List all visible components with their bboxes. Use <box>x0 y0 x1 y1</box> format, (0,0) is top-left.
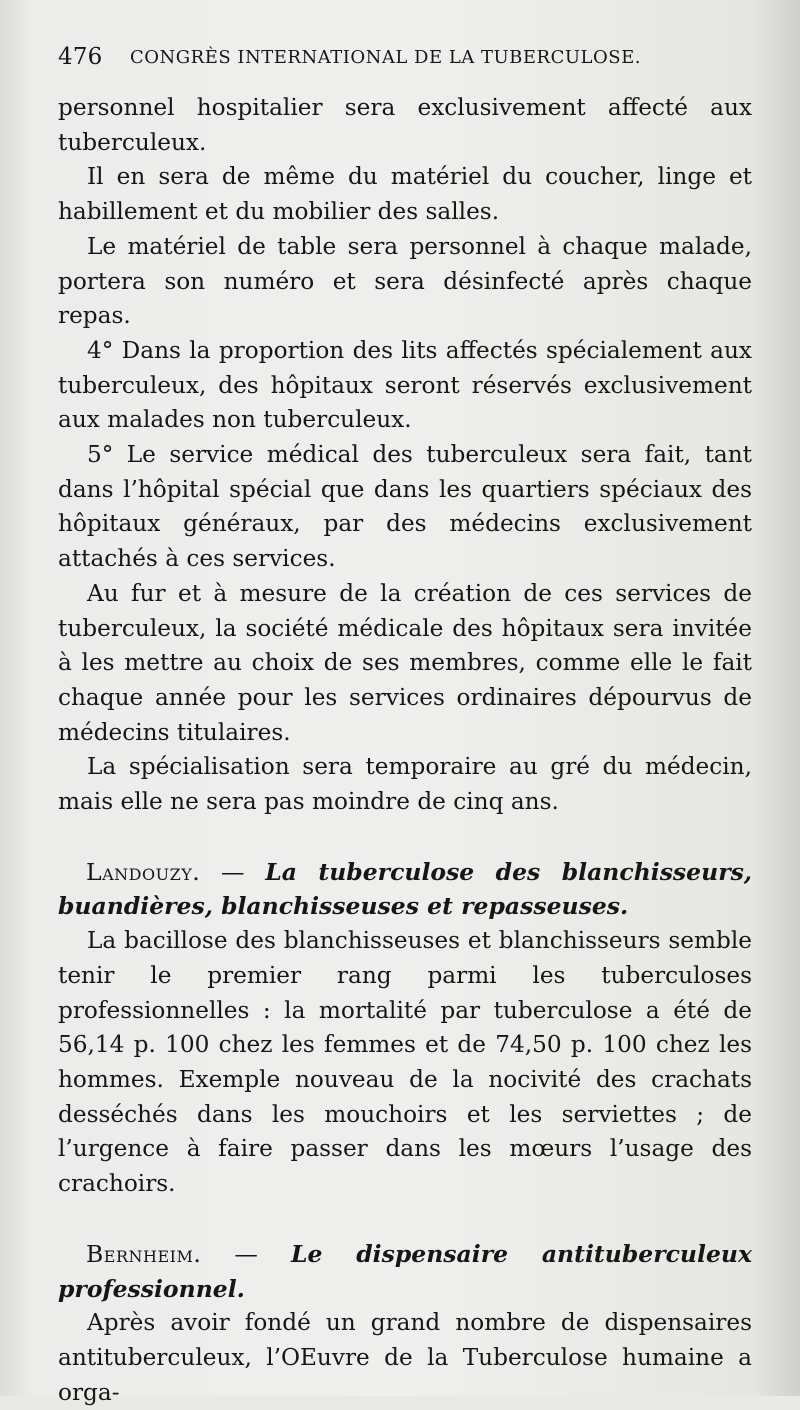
section-heading-landouzy <box>58 855 752 924</box>
section-title: Le dispensaire antituberculeux professionnel. <box>58 1239 752 1303</box>
paragraph-bacillose: La bacillose des blanchisseuses et blanchisseurs semble tenir le premier rang parmi les tuberculoses professionnelles : la mortalité par tuberculose a été de 56,14 p. 100 chez les femmes et de 74,50 p. 100 chez les hommes. Exemple nouveau de la nocivité des crachats desséchés dans les mouchoirs et les serviettes ; de l’urgence à faire passer dans les mœurs l’usage des crachoirs. <box>58 927 752 1198</box>
paragraph-materiel-coucher: Il en sera de même du matériel du coucher, linge et habillement et du mobilier des salles. <box>58 163 752 226</box>
paragraph-dispensaires: Après avoir fondé un grand nombre de dispensaires antituberculeux, l’OEuvre de la Tuberculose humaine a orga- <box>58 1309 752 1406</box>
paragraph-point-4: 4° Dans la proportion des lits affectés spécialement aux tuberculeux, des hôpitaux seront réservés exclusivement aux malades non tuberculeux. <box>58 336 752 434</box>
paragraph-specialisation: La spécialisation sera temporaire au gré du médecin, mais elle ne sera pas moindre de cinq ans. <box>58 753 752 816</box>
section-title: La tuberculose des blanchisseurs, buandières, blanchisseuses et repasseuses. <box>58 857 752 921</box>
body-text <box>58 91 752 1410</box>
page-header <box>58 44 748 74</box>
paragraph-services-tuberculeux: Au fur et à mesure de la création de ces services de tuberculeux, la société médicale des hôpitaux sera invitée à les mettre au choix de ses membres, comme elle le fait chaque année pour les services ordinaires dépourvus de médecins titulaires. <box>58 579 752 746</box>
paragraph-continued: personnel hospitalier sera exclusivement affecté aux tuberculeux. <box>58 94 752 156</box>
section-dash: — <box>201 1239 291 1268</box>
section-heading-bernheim <box>58 1237 752 1306</box>
running-head: CONGRÈS INTERNATIONAL DE LA TUBERCULOSE. <box>130 47 641 68</box>
paragraph-point-5: 5° Le service médical des tuberculeux sera fait, tant dans l’hôpital spécial que dans les quartiers spéciaux des hôpitaux généraux, par des médecins exclusivement attachés à ces services. <box>58 441 752 573</box>
page-number: 476 <box>58 44 103 70</box>
section-dash: — <box>200 857 266 886</box>
paragraph-materiel-table: Le matériel de table sera personnel à chaque malade, portera son numéro et sera désinfecté après chaque repas. <box>58 232 752 330</box>
section-author: Bernheim. <box>86 1239 202 1268</box>
section-author: Landouzy. <box>86 857 201 886</box>
